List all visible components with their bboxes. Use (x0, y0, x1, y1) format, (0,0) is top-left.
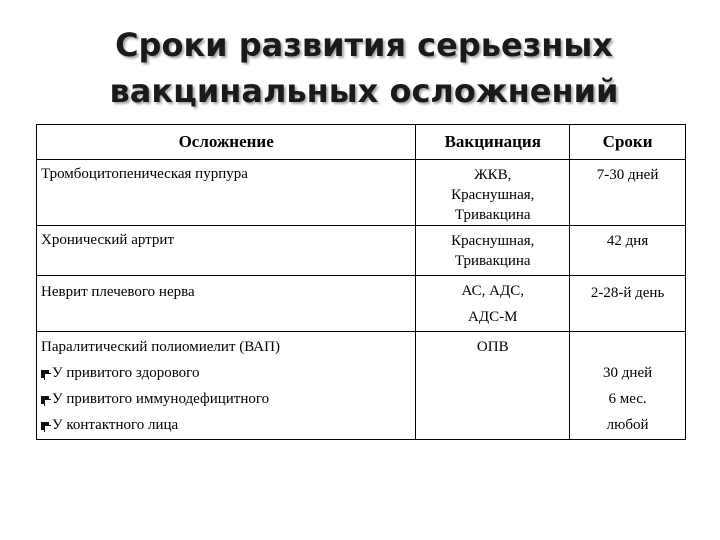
cell-vaccine (416, 160, 570, 226)
subitem-term: любой (606, 417, 649, 433)
slide-title (0, 22, 720, 114)
checkbox-bullet-icon (41, 421, 50, 430)
subitem-label: У привитого здорового (52, 365, 200, 381)
table-header-row (37, 125, 686, 160)
header-terms: Сроки (570, 125, 686, 160)
cell-term: 2-28-й день (570, 276, 686, 332)
vaccine-line: Тривакцина (454, 207, 531, 223)
cell-term: 7-30 дней (570, 160, 686, 226)
cell-vaccine (416, 332, 570, 440)
vaccine-line: АДС-М (468, 309, 518, 325)
cell-term (570, 332, 686, 440)
subitem-term: 30 дней (603, 365, 653, 381)
header-vaccination: Вакцинация (416, 125, 570, 160)
subitem (41, 386, 415, 412)
vaccine-line: ОПВ (476, 339, 509, 355)
vaccine-line: ЖКВ, (474, 167, 512, 183)
subitem-label: У привитого иммунодефицитного (52, 391, 270, 407)
subitem (41, 412, 415, 438)
table-row (37, 332, 686, 440)
title-line-1: Сроки развития серьезных (115, 26, 613, 64)
checkbox-bullet-icon (41, 369, 50, 378)
vaccine-line: АС, АДС, (461, 283, 524, 299)
term-spacer (570, 334, 685, 360)
cell-vaccine (416, 276, 570, 332)
complication-main: Паралитический полиомиелит (ВАП) (41, 339, 280, 355)
cell-complication (37, 332, 416, 440)
cell-term: 42 дня (570, 226, 686, 276)
header-complication: Осложнение (37, 125, 416, 160)
vaccine-line: Краснушная, (451, 187, 535, 203)
complications-table (36, 124, 686, 440)
table-row (37, 276, 686, 332)
checkbox-bullet-icon (41, 395, 50, 404)
subitem-term: 6 мес. (608, 391, 647, 407)
table-row (37, 160, 686, 226)
table-row (37, 226, 686, 276)
cell-complication: Хронический артрит (37, 226, 416, 276)
title-line-2: вакцинальных осложнений (109, 72, 619, 110)
cell-vaccine (416, 226, 570, 276)
cell-complication: Тромбоцитопеническая пурпура (37, 160, 416, 226)
subitem-label: У контактного лица (52, 417, 179, 433)
vaccine-line: Краснушная, (451, 233, 535, 249)
cell-complication: Неврит плечевого нерва (37, 276, 416, 332)
subitem (41, 360, 415, 386)
vaccine-line: Тривакцина (454, 253, 531, 269)
